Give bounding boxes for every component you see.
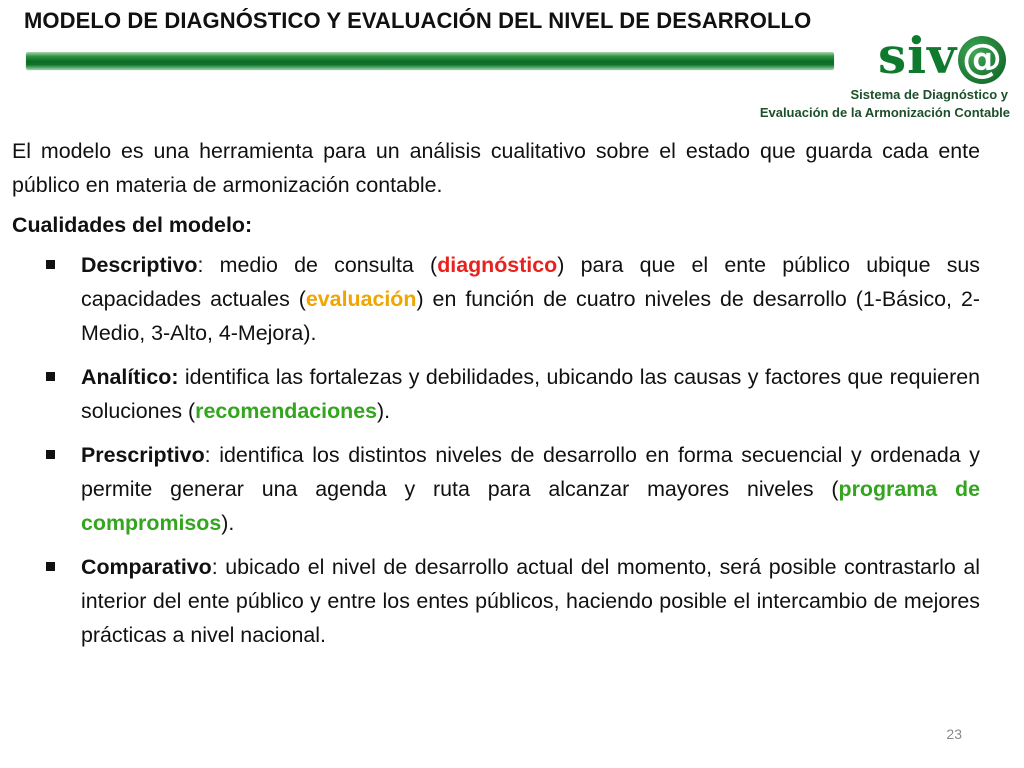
item-text: ). <box>221 511 235 535</box>
square-bullet-icon <box>46 450 55 459</box>
item-text: ) para que el ente público ubique sus capacidades actuales ( <box>81 253 980 311</box>
square-bullet-icon <box>46 260 55 269</box>
term-analitico: Analítico: <box>81 365 179 389</box>
siva-logo <box>870 26 1010 92</box>
list-item <box>12 438 980 540</box>
term-descriptivo: Descriptivo <box>81 253 198 277</box>
intro-paragraph: El modelo es una herramienta para un análisis cualitativo sobre el estado que guarda cada ente público en materia de armonización contable. <box>12 139 980 197</box>
title-underline-bar <box>26 52 834 69</box>
qualities-heading: Cualidades del modelo: <box>12 213 253 237</box>
item-text: : ubicado el nivel de desarrollo actual del momento, será posible contrastarlo al interior del ente público y entre los entes públicos, haciendo posible el intercambio de mejores prácticas a nivel nacional. <box>81 555 980 647</box>
item-text: ) en función de cuatro niveles de desarrollo (1-Básico, 2-Medio, 3-Alto, 4-Mejora). <box>81 287 980 345</box>
logo-wordmark: siv <box>878 26 958 85</box>
item-text: identifica las fortalezas y debilidades, ubicando las causas y factores que requieren soluciones ( <box>81 365 980 423</box>
square-bullet-icon <box>46 372 55 381</box>
keyword-recomendaciones: recomendaciones <box>195 399 378 423</box>
qualities-list <box>12 248 980 652</box>
list-item <box>12 248 980 350</box>
at-icon: @ <box>958 36 1006 84</box>
keyword-programa-de-compromisos: programa de compromisos <box>81 477 980 535</box>
logo-subtitle-line2: Evaluación de la Armonización Contable <box>759 105 1010 120</box>
square-bullet-icon <box>46 562 55 571</box>
keyword-diagnostico: diagnóstico <box>437 253 558 277</box>
page-number: 23 <box>946 726 962 742</box>
logo-subtitle-line1: Sistema de Diagnóstico y <box>850 87 1008 102</box>
term-prescriptivo: Prescriptivo <box>81 443 205 467</box>
slide-content <box>12 134 980 662</box>
keyword-evaluacion: evaluación <box>305 287 417 311</box>
term-comparativo: Comparativo <box>81 555 212 579</box>
list-item <box>12 360 980 428</box>
item-text: : medio de consulta ( <box>197 253 438 277</box>
list-item <box>12 550 980 652</box>
item-text: : identifica los distintos niveles de desarrollo en forma secuencial y ordenada y permite generar una agenda y ruta para alcanzar mayores niveles ( <box>81 443 980 501</box>
slide-title: MODELO DE DIAGNÓSTICO Y EVALUACIÓN DEL NIVEL DE DESARROLLO <box>24 8 812 33</box>
item-text: ). <box>377 399 391 423</box>
